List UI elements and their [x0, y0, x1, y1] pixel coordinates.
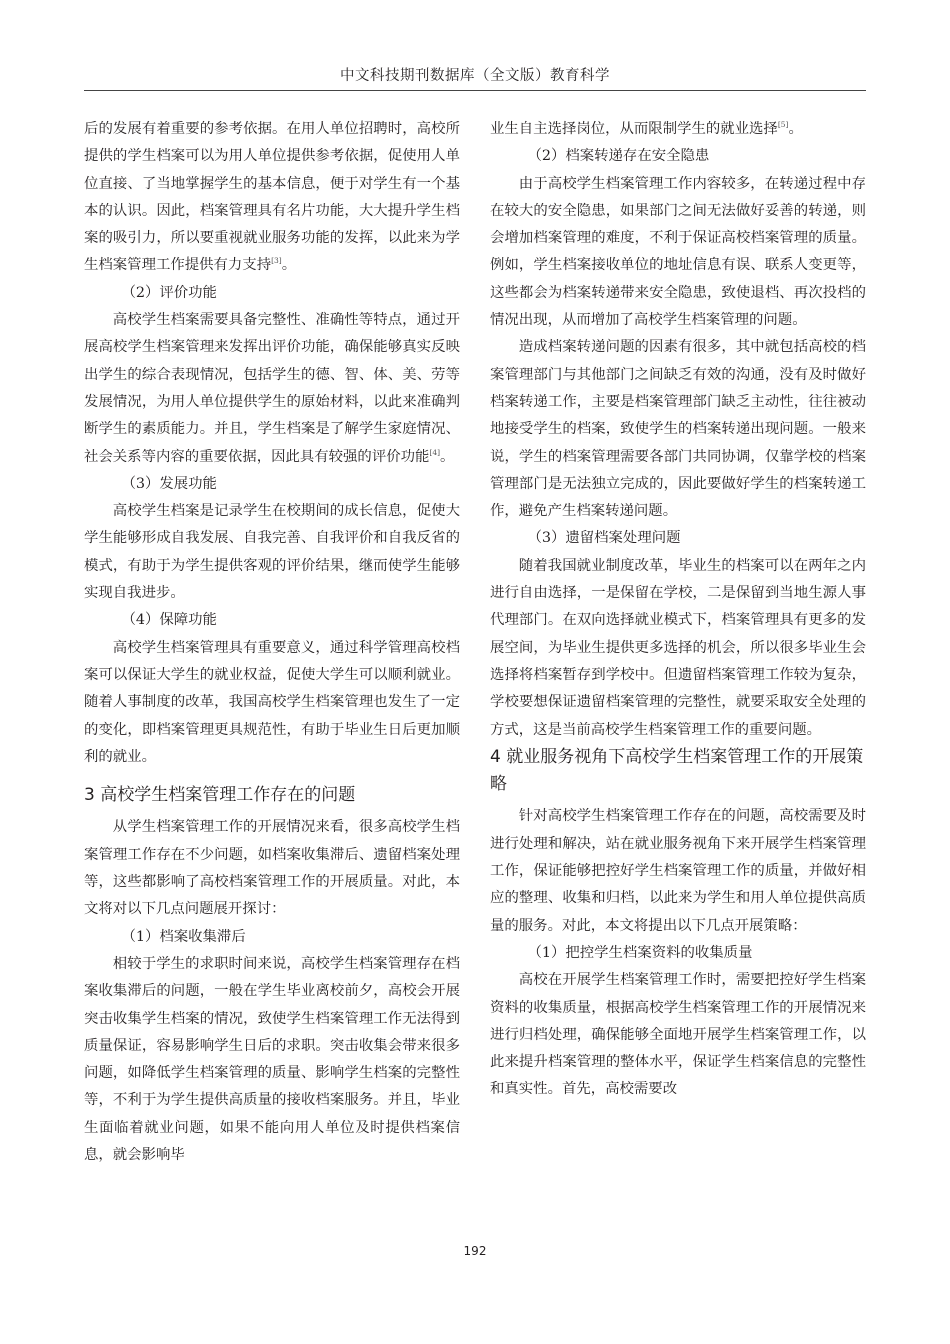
citation-ref: [5] — [777, 120, 789, 129]
paragraph: 相较于学生的求职时间来说，高校学生档案管理存在档案收集滞后的问题，一般在学生毕业离校前夕，高校会开展突击收集学生档案的情况，致使学生档案管理工作无法得到质量保证，容易影响学生日后的求职。突击收集会带来很多问题，如降低学生档案管理的质量、影响学生档案的完整性等，不利于为学生提供高质量的接收档案服务。并且，毕业生面临着就业问题，如果不能向用人单位及时提供档案信息，就会影响毕 — [84, 955, 460, 1163]
paragraph: 由于高校学生档案管理工作内容较多，在转递过程中存在较大的安全隐患，如果部门之间无法做好妥善的转递，则会增加档案管理的难度，不利于保证高校档案管理的质量。例如，学生档案接收单位的地址信息有误、联系人变更等，这些都会为档案转递带来安全隐患，致使退档、再次投档的情况出现，从而增加了高校学生档案管理的问题。 — [490, 175, 866, 329]
paragraph: 从学生档案管理工作的开展情况来看，很多高校学生档案管理工作存在不少问题，如档案收集滞后、遗留档案处理等，这些都影响了高校档案管理工作的开展质量。对此，本文将对以下几点问题展开探讨： — [84, 819, 460, 918]
paragraph: 业生自主选择岗位，从而限制学生的就业选择[5]。 — [490, 120, 803, 137]
paragraph: 针对高校学生档案管理工作存在的问题，高校需要及时进行处理和解决，站在就业服务视角下来开展学生档案管理工作，保证能够把控好学生档案管理工作的质量，并做好相应的整理、收集和归档，以此来为学生和用人单位提供高质量的服务。对此，本文将提出以下几点开展策略： — [490, 808, 866, 934]
citation-ref: [3] — [271, 256, 282, 266]
subheading: （2）档案转递存在安全隐患 — [527, 148, 710, 165]
page-number: 192 — [463, 1244, 487, 1258]
subheading: （3）遗留档案处理问题 — [527, 530, 681, 547]
paragraph: 后的发展有着重要的参考依据。在用人单位招聘时，高校所提供的学生档案可以为用人单位提供参考依据，促使用人单位直接、了当地掌握学生的基本信息，便于对学生有一个基本的认识。因此，档案管理具有名片功能，大大提升学生档案的吸引力，所以要重视就业服务功能的发挥，以此来为学生档案管理工作提供有力支持[3]。 — [84, 121, 460, 274]
subheading: （3）发展功能 — [121, 475, 217, 492]
paragraph: 高校学生档案需要具备完整性、准确性等特点，通过开展高校学生档案管理来发挥出评价功能，确保能够真实反映出学生的综合表现情况，包括学生的德、智、体、美、劳等发展情况，为用人单位提供学生的原始材料，以此来准确判断学生的素质能力。并且，学生档案是了解学生家庭情况、社会关系等内容的重要依据，因此具有较强的评价功能[4]。 — [84, 312, 460, 465]
section-heading: 4 就业服务视角下高校学生档案管理工作的开展策略 — [490, 746, 864, 795]
subheading: （4）保障功能 — [121, 612, 217, 629]
subheading: （1）把控学生档案资料的收集质量 — [527, 944, 753, 961]
paragraph: 高校学生档案是记录学生在校期间的成长信息，促使大学生能够形成自我发展、自我完善、自我评价和自我反省的模式，有助于为学生提供客观的评价结果，继而使学生能够实现自我进步。 — [84, 503, 460, 602]
running-header: 中文科技期刊数据库（全文版）教育科学 — [340, 68, 610, 84]
paragraph: 随着我国就业制度改革，毕业生的档案可以在两年之内进行自由选择，一是保留在学校，二是保留到当地生源人事代理部门。在双向选择就业模式下，档案管理具有更多的发展空间，为毕业生提供更多选择的机会，所以很多毕业生会选择将档案暂存到学校中。但遗留档案管理工作较为复杂，学校要想保证遗留档案管理的完整性，就要采取安全处理的方式，这是当前高校学生档案管理工作的重要问题。 — [490, 557, 866, 738]
header-divider — [84, 90, 866, 91]
right-column — [490, 116, 866, 1104]
left-column — [84, 116, 460, 1169]
paragraph: 高校学生档案管理具有重要意义，通过科学管理高校档案可以保证大学生的就业权益，促使大学生可以顺利就业。随着人事制度的改革，我国高校学生档案管理也发生了一定的变化，即档案管理更具规范性，有助于毕业生日后更加顺利的就业。 — [84, 639, 460, 765]
paragraph: 高校在开展学生档案管理工作时，需要把控好学生档案资料的收集质量，根据高校学生档案管理工作的开展情况来进行归档处理，确保能够全面地开展学生档案管理工作，以此来提升档案管理的整体水平，保证学生档案信息的完整性和真实性。首先，高校需要改 — [490, 972, 866, 1098]
section-heading: 3 高校学生档案管理工作存在的问题 — [84, 785, 356, 806]
paragraph: 造成档案转递问题的因素有很多，其中就包括高校的档案管理部门与其他部门之间缺乏有效的沟通，没有及时做好档案转递工作，主要是档案管理部门缺乏主动性，往往被动地接受学生的档案，致使学生的档案转递出现问题。一般来说，学生的档案管理需要各部门共同协调，仅靠学校的档案管理部门是无法独立完成的，因此要做好学生的档案转递工作，避免产生档案转递问题。 — [490, 339, 866, 520]
citation-ref: [4] — [429, 447, 441, 457]
subheading: （2）评价功能 — [121, 284, 217, 301]
subheading: （1）档案收集滞后 — [121, 928, 246, 945]
